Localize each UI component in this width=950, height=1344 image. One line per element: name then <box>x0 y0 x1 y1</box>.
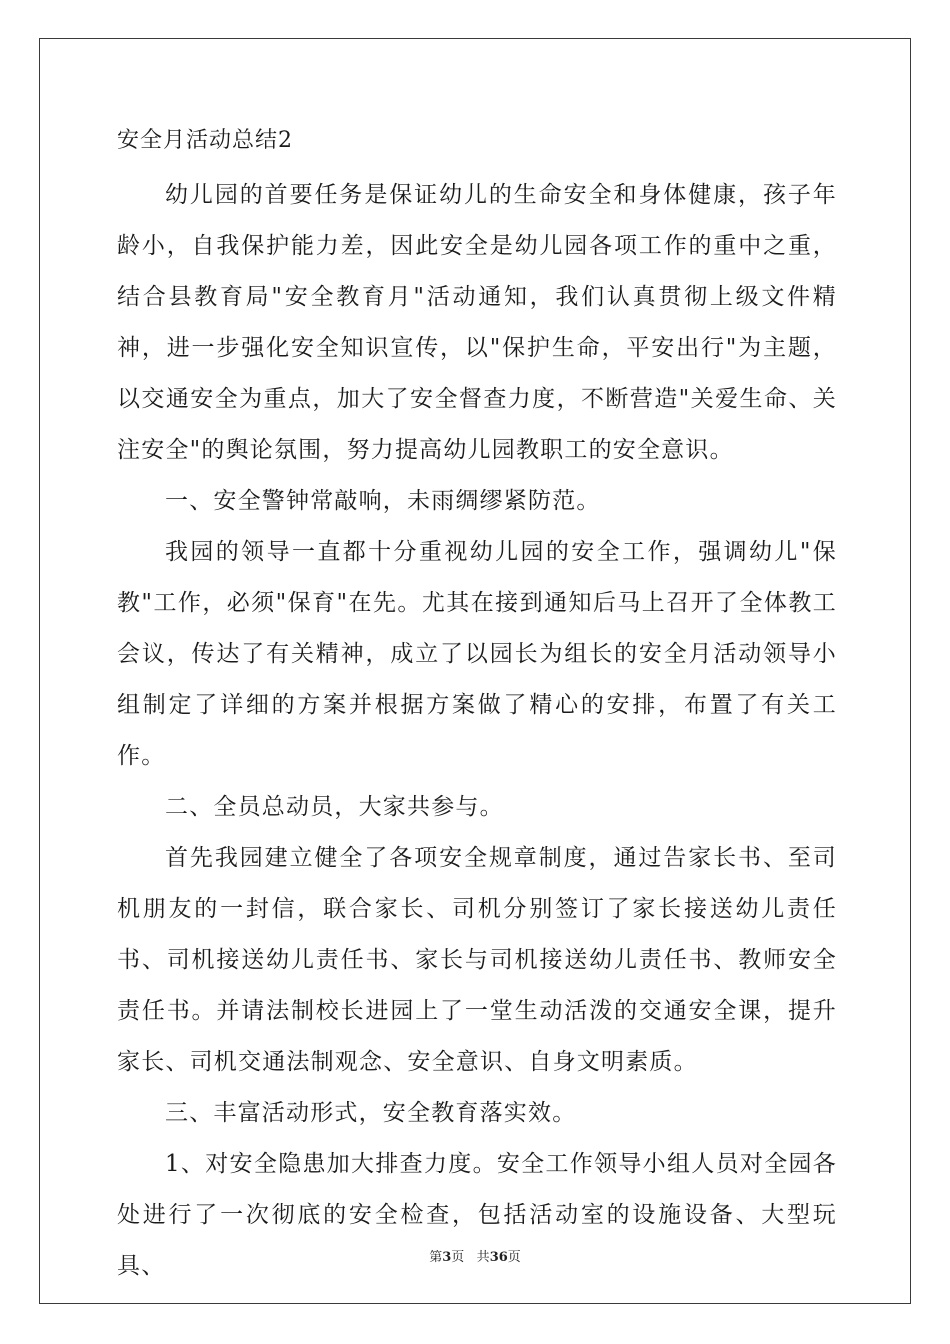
page-prefix: 第 <box>429 1250 443 1265</box>
document-body <box>117 126 837 1292</box>
paragraph-intro: 幼儿园的首要任务是保证幼儿的生命安全和身体健康，孩子年龄小，自我保护能力差，因此安全是幼儿园各项工作的重中之重，结合县教育局"安全教育月"活动通知，我们认真贯彻上级文件精神，进一步强化安全知识宣传，以"保护生命，平安出行"为主题，以交通安全为重点，加大了安全督查力度，不断营造"关爱生命、关注安全"的舆论氛围，努力提高幼儿园教职工的安全意识。 <box>117 182 837 463</box>
current-page-number: 3 <box>442 1250 452 1265</box>
page-suffix: 页 <box>451 1250 465 1265</box>
total-suffix: 页 <box>507 1250 521 1265</box>
section-heading-1: 一、安全警钟常敲响，未雨绸缪紧防范。 <box>165 488 601 514</box>
paragraph-leadership: 我园的领导一直都十分重视幼儿园的安全工作，强调幼儿"保教"工作，必须"保育"在先。尤其在接到通知后马上召开了全体教工会议，传达了有关精神，成立了以园长为组长的安全月活动领导小组制定了详细的方案并根据方案做了精心的安排，布置了有关工作。 <box>117 539 837 769</box>
paragraph-regulations: 首先我园建立健全了各项安全规章制度，通过告家长书、至司机朋友的一封信，联合家长、司机分别签订了家长接送幼儿责任书、司机接送幼儿责任书、家长与司机接送幼儿责任书、教师安全责任书。并请法制校长进园上了一堂生动活泼的交通安全课，提升家长、司机交通法制观念、安全意识、自身文明素质。 <box>117 845 837 1075</box>
total-page-count: 36 <box>489 1250 508 1265</box>
total-prefix: 共 <box>476 1250 490 1265</box>
document-title: 安全月活动总结2 <box>117 128 293 153</box>
paragraph-inspection: 1、对安全隐患加大排查力度。安全工作领导小组人员对全园各处进行了一次彻底的安全检查，包括活动室的设施设备、大型玩具、 <box>117 1151 837 1279</box>
section-heading-3: 三、丰富活动形式，安全教育落实效。 <box>165 1100 577 1126</box>
page-footer <box>0 1246 950 1265</box>
section-heading-2: 二、全员总动员，大家共参与。 <box>165 794 504 820</box>
